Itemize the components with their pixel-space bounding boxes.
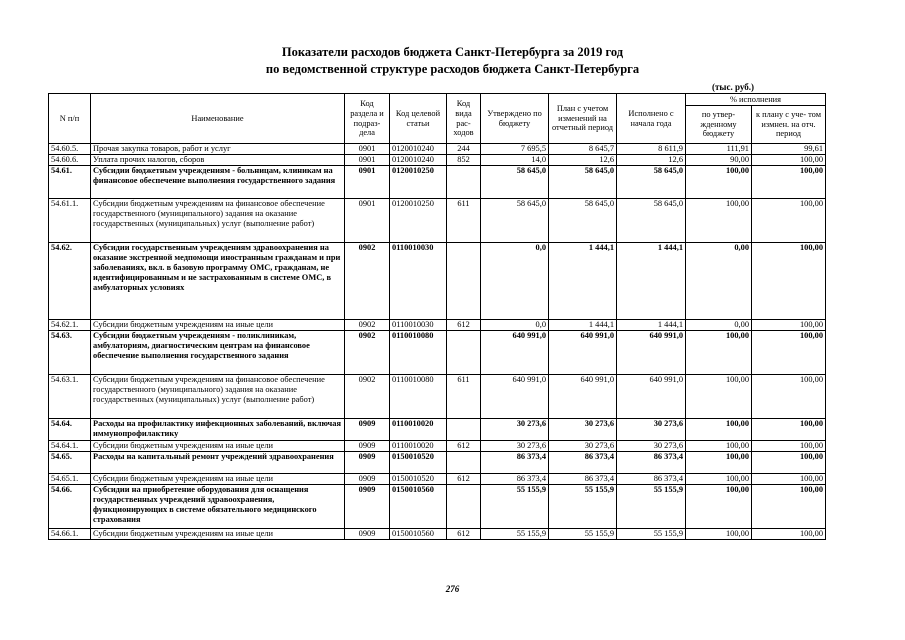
header-pct-approved: по утвер- жденному бюджету bbox=[686, 106, 752, 144]
row-pct-approved: 90,00 bbox=[686, 155, 752, 166]
row-executed: 58 645,0 bbox=[617, 166, 686, 199]
row-pct-plan: 100,00 bbox=[752, 166, 826, 199]
row-num: 54.61.1. bbox=[49, 199, 91, 243]
row-plan: 640 991,0 bbox=[549, 331, 617, 375]
row-executed: 86 373,4 bbox=[617, 474, 686, 485]
row-pct-plan: 100,00 bbox=[752, 331, 826, 375]
row-pct-plan: 100,00 bbox=[752, 529, 826, 540]
header-num: N п/п bbox=[49, 94, 91, 144]
table-row bbox=[49, 155, 826, 166]
row-section: 0902 bbox=[345, 243, 390, 320]
row-pct-approved: 100,00 bbox=[686, 419, 752, 441]
row-num: 54.65.1. bbox=[49, 474, 91, 485]
row-target: 0110010030 bbox=[390, 320, 447, 331]
row-type: 612 bbox=[447, 320, 481, 331]
row-type: 611 bbox=[447, 375, 481, 419]
row-section: 0902 bbox=[345, 331, 390, 375]
row-type bbox=[447, 331, 481, 375]
row-executed: 12,6 bbox=[617, 155, 686, 166]
header-section: Код раздела и подраз- дела bbox=[345, 94, 390, 144]
row-section: 0901 bbox=[345, 155, 390, 166]
row-executed: 58 645,0 bbox=[617, 199, 686, 243]
row-approved: 14,0 bbox=[481, 155, 549, 166]
document-title: Показатели расходов бюджета Санкт-Петербурга за 2019 год bbox=[281, 45, 624, 59]
row-num: 54.61. bbox=[49, 166, 91, 199]
row-section: 0901 bbox=[345, 166, 390, 199]
row-target: 0150010560 bbox=[390, 485, 447, 529]
row-target: 0110010020 bbox=[390, 419, 447, 441]
row-name: Субсидии бюджетным учреждениям на иные цели bbox=[91, 441, 345, 452]
row-pct-plan: 100,00 bbox=[752, 155, 826, 166]
row-target: 0150010520 bbox=[390, 474, 447, 485]
row-pct-plan: 100,00 bbox=[752, 199, 826, 243]
row-approved: 58 645,0 bbox=[481, 199, 549, 243]
row-section: 0909 bbox=[345, 452, 390, 474]
row-target: 0120010250 bbox=[390, 199, 447, 243]
row-pct-plan: 100,00 bbox=[752, 474, 826, 485]
row-name: Субсидии бюджетным учреждениям на иные цели bbox=[91, 320, 345, 331]
row-section: 0901 bbox=[345, 199, 390, 243]
row-name: Субсидии бюджетным учреждениям на финансовое обеспечение государственного (муниципального) задания на оказание государственных (муниципальных) услуг (выполнение работ) bbox=[91, 375, 345, 419]
row-pct-approved: 100,00 bbox=[686, 441, 752, 452]
page-number: 276 bbox=[445, 584, 460, 594]
row-type: 611 bbox=[447, 199, 481, 243]
header-name: Наименование bbox=[91, 94, 345, 144]
row-pct-approved: 100,00 bbox=[686, 452, 752, 474]
row-plan: 1 444,1 bbox=[549, 243, 617, 320]
row-plan: 58 645,0 bbox=[549, 199, 617, 243]
row-num: 54.66. bbox=[49, 485, 91, 529]
row-approved: 58 645,0 bbox=[481, 166, 549, 199]
row-type bbox=[447, 166, 481, 199]
row-plan: 55 155,9 bbox=[549, 485, 617, 529]
row-plan: 640 991,0 bbox=[549, 375, 617, 419]
row-num: 54.66.1. bbox=[49, 529, 91, 540]
row-approved: 640 991,0 bbox=[481, 331, 549, 375]
row-pct-plan: 100,00 bbox=[752, 441, 826, 452]
document-subtitle: по ведомственной структуре расходов бюджета Санкт-Петербурга bbox=[265, 62, 640, 76]
row-pct-plan: 100,00 bbox=[752, 243, 826, 320]
row-executed: 55 155,9 bbox=[617, 529, 686, 540]
row-name: Субсидии бюджетным учреждениям на иные цели bbox=[91, 529, 345, 540]
table-row bbox=[49, 474, 826, 485]
row-pct-approved: 100,00 bbox=[686, 485, 752, 529]
row-section: 0909 bbox=[345, 441, 390, 452]
row-pct-approved: 100,00 bbox=[686, 529, 752, 540]
row-pct-plan: 100,00 bbox=[752, 452, 826, 474]
row-pct-approved: 100,00 bbox=[686, 375, 752, 419]
expenditure-table bbox=[48, 93, 826, 540]
row-type bbox=[447, 452, 481, 474]
row-section: 0909 bbox=[345, 485, 390, 529]
row-pct-approved: 100,00 bbox=[686, 331, 752, 375]
row-section: 0901 bbox=[345, 144, 390, 155]
row-executed: 30 273,6 bbox=[617, 419, 686, 441]
row-approved: 86 373,4 bbox=[481, 452, 549, 474]
table-row bbox=[49, 441, 826, 452]
units-label: (тыс. руб.) bbox=[712, 82, 754, 92]
row-name: Субсидии бюджетным учреждениям на финансовое обеспечение государственного (муниципального) задания на оказание государственных (муниципальных) услуг (выполнение работ) bbox=[91, 199, 345, 243]
row-num: 54.65. bbox=[49, 452, 91, 474]
row-plan: 1 444,1 bbox=[549, 320, 617, 331]
row-approved: 86 373,4 bbox=[481, 474, 549, 485]
table-row bbox=[49, 199, 826, 243]
row-target: 0110010020 bbox=[390, 441, 447, 452]
row-target: 0150010520 bbox=[390, 452, 447, 474]
header-pct-plan: к плану с уче- том измнен. на отч. период bbox=[752, 106, 826, 144]
row-pct-plan: 100,00 bbox=[752, 485, 826, 529]
row-pct-approved: 0,00 bbox=[686, 320, 752, 331]
row-pct-plan: 100,00 bbox=[752, 320, 826, 331]
row-approved: 0,0 bbox=[481, 320, 549, 331]
row-plan: 55 155,9 bbox=[549, 529, 617, 540]
row-executed: 86 373,4 bbox=[617, 452, 686, 474]
row-section: 0909 bbox=[345, 529, 390, 540]
row-target: 0110010030 bbox=[390, 243, 447, 320]
row-target: 0120010250 bbox=[390, 166, 447, 199]
row-executed: 1 444,1 bbox=[617, 320, 686, 331]
row-pct-approved: 111,91 bbox=[686, 144, 752, 155]
row-target: 0120010240 bbox=[390, 144, 447, 155]
header-target: Код целевой статьи bbox=[390, 94, 447, 144]
row-approved: 0,0 bbox=[481, 243, 549, 320]
row-type: 852 bbox=[447, 155, 481, 166]
row-type: 244 bbox=[447, 144, 481, 155]
row-section: 0909 bbox=[345, 419, 390, 441]
row-name: Субсидии бюджетным учреждениям на иные цели bbox=[91, 474, 345, 485]
row-pct-approved: 100,00 bbox=[686, 199, 752, 243]
row-approved: 7 695,5 bbox=[481, 144, 549, 155]
row-name: Расходы на капитальный ремонт учреждений здравоохранения bbox=[91, 452, 345, 474]
row-target: 0120010240 bbox=[390, 155, 447, 166]
table-row bbox=[49, 320, 826, 331]
table-row bbox=[49, 419, 826, 441]
header-approved: Утверждено по бюджету bbox=[481, 94, 549, 144]
row-type: 612 bbox=[447, 474, 481, 485]
row-approved: 30 273,6 bbox=[481, 419, 549, 441]
row-name: Субсидии на приобретение оборудования для оснащения государственных учреждений здравоохранения, функционирующих в системе обязательного медицинского страхования bbox=[91, 485, 345, 529]
row-pct-plan: 100,00 bbox=[752, 375, 826, 419]
header-plan: План с учетом изменений на отчетный период bbox=[549, 94, 617, 144]
row-name: Расходы на профилактику инфекционных заболеваний, включая иммунопрофилактику bbox=[91, 419, 345, 441]
row-type bbox=[447, 485, 481, 529]
row-plan: 86 373,4 bbox=[549, 452, 617, 474]
table-row bbox=[49, 144, 826, 155]
row-section: 0902 bbox=[345, 375, 390, 419]
table-row bbox=[49, 243, 826, 320]
row-name: Субсидии бюджетным учреждениям - больницам, клиникам на финансовое обеспечение выполнения государственного задания bbox=[91, 166, 345, 199]
row-plan: 86 373,4 bbox=[549, 474, 617, 485]
row-pct-approved: 100,00 bbox=[686, 166, 752, 199]
row-num: 54.63. bbox=[49, 331, 91, 375]
row-approved: 55 155,9 bbox=[481, 485, 549, 529]
row-pct-approved: 0,00 bbox=[686, 243, 752, 320]
row-executed: 1 444,1 bbox=[617, 243, 686, 320]
row-plan: 30 273,6 bbox=[549, 441, 617, 452]
row-type bbox=[447, 243, 481, 320]
row-num: 54.62.1. bbox=[49, 320, 91, 331]
row-executed: 8 611,9 bbox=[617, 144, 686, 155]
header-executed: Исполнено с начала года bbox=[617, 94, 686, 144]
row-approved: 55 155,9 bbox=[481, 529, 549, 540]
row-type: 612 bbox=[447, 441, 481, 452]
row-section: 0902 bbox=[345, 320, 390, 331]
row-name: Субсидии государственным учреждениям здравоохранения на оказание экстренной медпомощи иностранным гражданам и при заболеваниях, вкл. в базовую программу ОМС, гражданам, не идентифицированным и не застрахованным в системе ОМС, в амбулаторных условиях bbox=[91, 243, 345, 320]
header-type: Код вида рас- ходов bbox=[447, 94, 481, 144]
row-section: 0909 bbox=[345, 474, 390, 485]
table-row bbox=[49, 529, 826, 540]
table-row bbox=[49, 452, 826, 474]
header-pct-group: % исполнения bbox=[686, 94, 826, 106]
table-row bbox=[49, 375, 826, 419]
table-body bbox=[49, 144, 826, 540]
row-type bbox=[447, 419, 481, 441]
row-num: 54.64. bbox=[49, 419, 91, 441]
row-pct-plan: 100,00 bbox=[752, 419, 826, 441]
table-row bbox=[49, 331, 826, 375]
row-executed: 640 991,0 bbox=[617, 375, 686, 419]
table-row bbox=[49, 166, 826, 199]
row-plan: 58 645,0 bbox=[549, 166, 617, 199]
row-plan: 12,6 bbox=[549, 155, 617, 166]
row-approved: 30 273,6 bbox=[481, 441, 549, 452]
row-num: 54.60.5. bbox=[49, 144, 91, 155]
row-approved: 640 991,0 bbox=[481, 375, 549, 419]
row-pct-approved: 100,00 bbox=[686, 474, 752, 485]
row-executed: 55 155,9 bbox=[617, 485, 686, 529]
row-num: 54.62. bbox=[49, 243, 91, 320]
row-name: Прочая закупка товаров, работ и услуг bbox=[91, 144, 345, 155]
row-type: 612 bbox=[447, 529, 481, 540]
row-num: 54.60.6. bbox=[49, 155, 91, 166]
row-executed: 30 273,6 bbox=[617, 441, 686, 452]
row-name: Субсидии бюджетным учреждениям - поликлиникам, амбулаториям, диагностическим центрам на финансовое обеспечение выполнения государственного задания bbox=[91, 331, 345, 375]
row-num: 54.64.1. bbox=[49, 441, 91, 452]
row-plan: 8 645,7 bbox=[549, 144, 617, 155]
row-target: 0110010080 bbox=[390, 375, 447, 419]
row-plan: 30 273,6 bbox=[549, 419, 617, 441]
row-executed: 640 991,0 bbox=[617, 331, 686, 375]
table-row bbox=[49, 485, 826, 529]
row-pct-plan: 99,61 bbox=[752, 144, 826, 155]
row-name: Уплата прочих налогов, сборов bbox=[91, 155, 345, 166]
row-num: 54.63.1. bbox=[49, 375, 91, 419]
row-target: 0110010080 bbox=[390, 331, 447, 375]
row-target: 0150010560 bbox=[390, 529, 447, 540]
